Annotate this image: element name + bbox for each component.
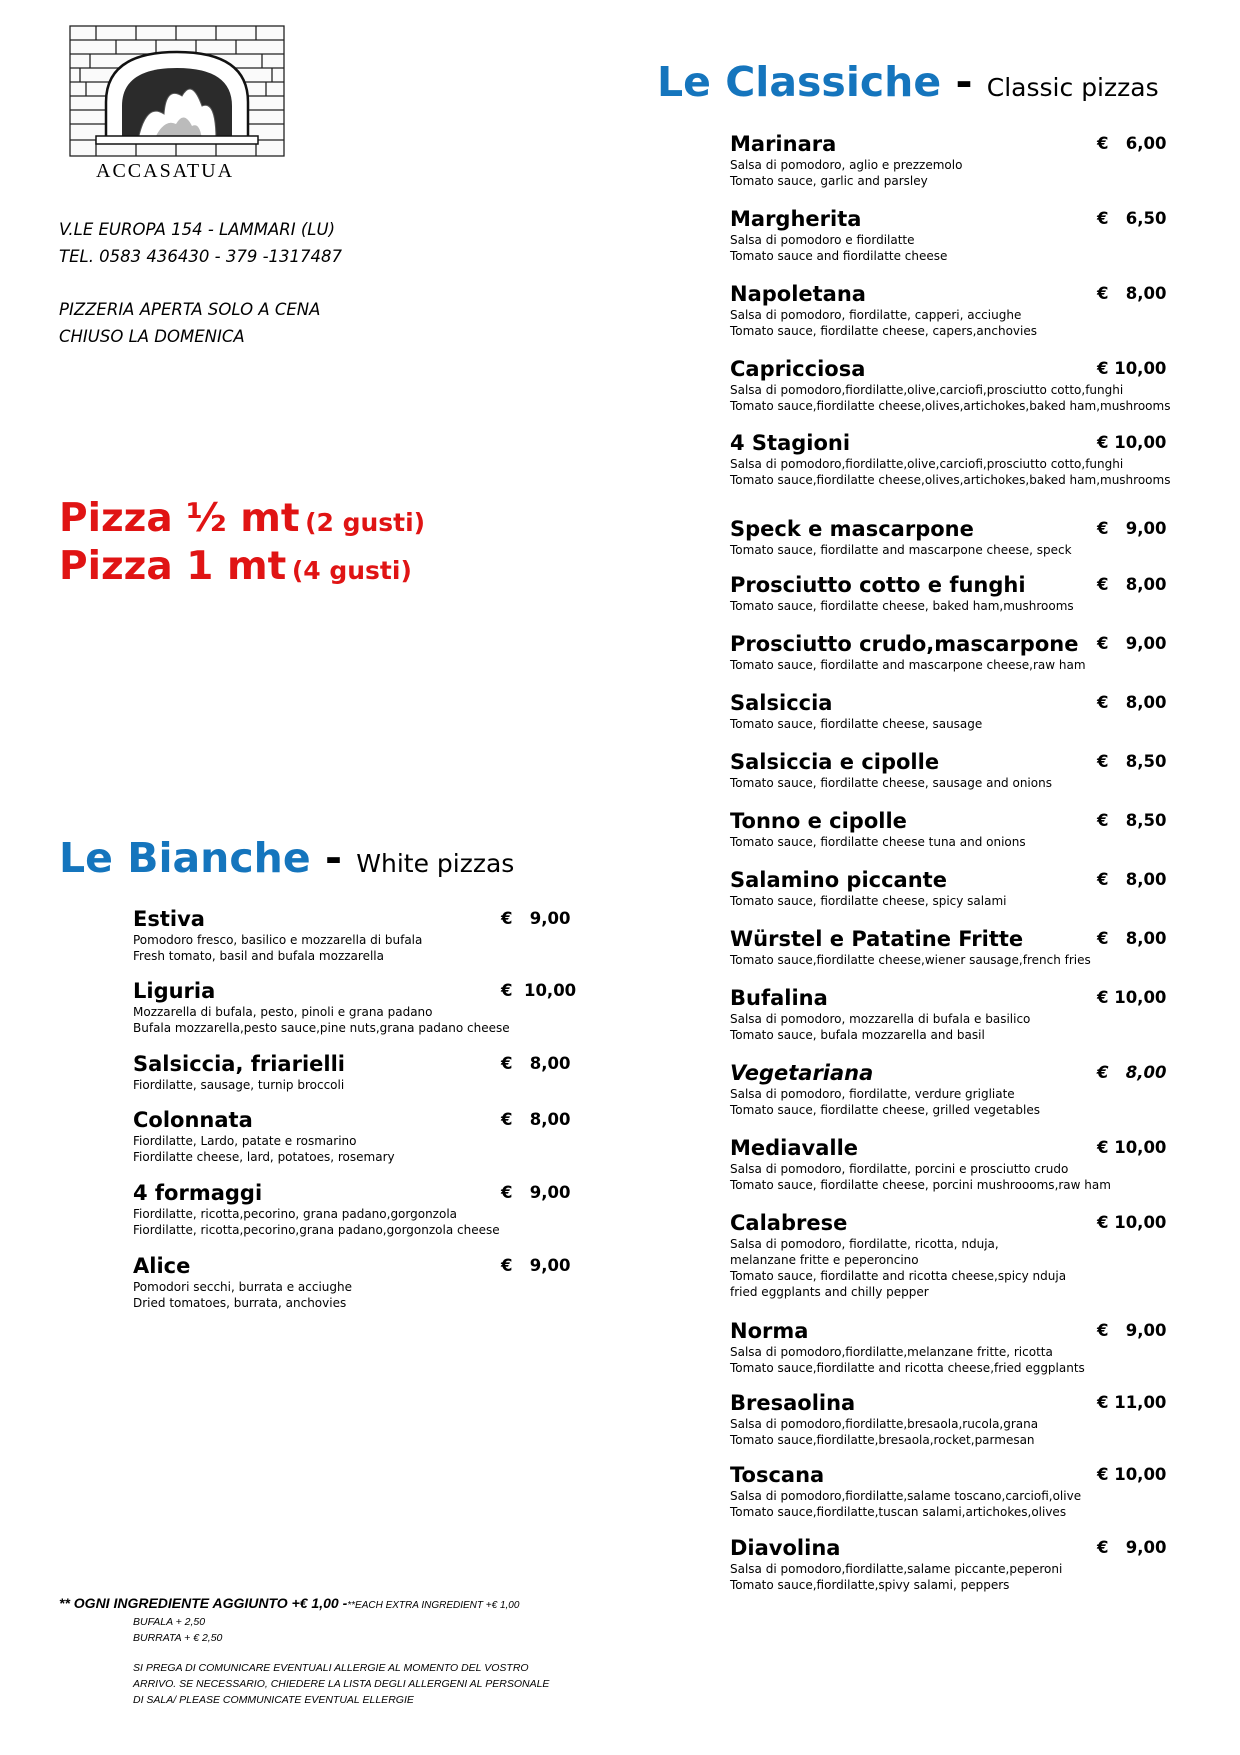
menu-item: [730, 867, 1167, 909]
item-price: € 8,00: [1097, 693, 1167, 712]
item-price: € 10,00: [1097, 1138, 1167, 1157]
item-desc: Fiordilatte, ricotta,pecorino,grana padano,gorgonzola cheese: [133, 1223, 500, 1237]
item-desc: Fiordilatte, sausage, turnip broccoli: [133, 1078, 345, 1092]
item-desc: Bufala mozzarella,pesto sauce,pine nuts,grana padano cheese: [133, 1021, 510, 1035]
item-name: Colonnata: [133, 1108, 253, 1132]
item-price: € 10,00: [501, 981, 577, 1000]
menu-item: [730, 131, 1167, 189]
item-price: € 8,00: [1097, 929, 1167, 948]
item-name: Mediavalle: [730, 1136, 859, 1160]
promo-half-meter-sub: (2 gusti): [305, 508, 426, 537]
item-name: Salsiccia: [730, 691, 833, 715]
item-name: Salamino piccante: [730, 868, 947, 892]
menu-item: [730, 430, 1170, 488]
item-desc: Tomato sauce, fiordilatte cheese, porcini mushroooms,raw ham: [730, 1178, 1111, 1192]
item-desc: Pomodori secchi, burrata e acciughe: [133, 1280, 353, 1294]
item-price: € 10,00: [1097, 988, 1167, 1007]
hours-line-1: PIZZERIA APERTA SOLO A CENA: [59, 300, 321, 319]
item-desc: Salsa di pomodoro e fiordilatte: [730, 233, 915, 247]
item-price: € 9,00: [1097, 1321, 1167, 1340]
item-desc: Salsa di pomodoro,fiordilatte,melanzane fritte, ricotta: [730, 1345, 1053, 1359]
item-name: Vegetariana: [730, 1061, 874, 1085]
item-desc: Salsa di pomodoro, fiordilatte, ricotta, nduja,: [730, 1237, 999, 1251]
allergy-line-2: ARRIVO. SE NECESSARIO, CHIEDERE LA LISTA DEGLI ALLERGENI AL PERSONALE: [133, 1678, 550, 1690]
item-desc: Tomato sauce,fiordilatte and ricotta cheese,fried eggplants: [730, 1361, 1085, 1375]
extra-ingredient-en: **EACH EXTRA INGREDIENT +€ 1,00: [347, 1600, 520, 1611]
item-desc: Fiordilatte, ricotta,pecorino, grana padano,gorgonzola: [133, 1207, 458, 1221]
item-desc: Tomato sauce,fiordilatte cheese,wiener sausage,french fries: [730, 953, 1091, 967]
menu-item: [730, 1390, 1167, 1448]
promo-one-meter-sub: (4 gusti): [291, 556, 412, 585]
opening-hours: [59, 296, 320, 350]
item-name: Salsiccia, friarielli: [133, 1052, 345, 1076]
menu-item: [133, 1180, 571, 1238]
item-price: € 8,00: [501, 1110, 571, 1129]
item-name: Napoletana: [730, 282, 866, 306]
footer-notes: [59, 1595, 619, 1708]
item-name: Alice: [133, 1254, 191, 1278]
item-name: Estiva: [133, 907, 205, 931]
item-desc: Fiordilatte cheese, lard, potatoes, rosemary: [133, 1150, 395, 1164]
item-price: € 8,00: [1097, 575, 1167, 594]
menu-item: [730, 281, 1167, 339]
item-price: € 6,50: [1097, 209, 1167, 228]
item-name: Margherita: [730, 207, 862, 231]
address: V.LE EUROPA 154 - LAMMARI (LU): [59, 220, 336, 239]
item-desc: Salsa di pomodoro, fiordilatte, verdure grigliate: [730, 1087, 1015, 1101]
item-price: € 9,00: [1097, 1538, 1167, 1557]
item-price: € 9,00: [501, 1183, 571, 1202]
item-desc: Tomato sauce, fiordilatte cheese, sausage: [730, 717, 983, 731]
item-name: Marinara: [730, 132, 837, 156]
menu-item: [730, 572, 1167, 614]
item-price: € 8,50: [1097, 811, 1167, 830]
menu-item: [730, 1462, 1167, 1520]
item-name: Prosciutto crudo,mascarpone: [730, 632, 1079, 656]
menu-item: [730, 926, 1167, 968]
extra-ingredient-it: ** OGNI INGREDIENTE AGGIUNTO +€ 1,00 -: [59, 1595, 348, 1611]
item-desc: fried eggplants and chilly pepper: [730, 1285, 929, 1299]
menu-item: [133, 1107, 571, 1165]
item-desc: Tomato sauce, fiordilatte cheese, capers,anchovies: [730, 324, 1037, 338]
item-desc: Salsa di pomodoro,fiordilatte,salame piccante,peperoni: [730, 1562, 1063, 1576]
menu-item: [730, 1060, 1167, 1118]
promo-half-meter: [59, 496, 425, 541]
item-desc: Salsa di pomodoro, mozzarella di bufala e basilico: [730, 1012, 1031, 1026]
bufala-extra: BUFALA + 2,50: [133, 1616, 206, 1628]
menu-item: [133, 906, 571, 964]
menu-item: [730, 1210, 1167, 1300]
contact-info: [59, 216, 342, 270]
item-desc: Tomato sauce, fiordilatte cheese, sausage and onions: [730, 776, 1052, 790]
item-price: € 6,00: [1097, 134, 1167, 153]
item-desc: Tomato sauce,fiordilatte cheese,olives,artichokes,baked ham,mushrooms: [730, 473, 1171, 487]
item-desc: Tomato sauce, garlic and parsley: [730, 174, 928, 188]
item-name: 4 formaggi: [133, 1181, 263, 1205]
item-price: € 11,00: [1097, 1393, 1167, 1412]
item-name: Speck e mascarpone: [730, 517, 974, 541]
item-name: Liguria: [133, 979, 216, 1003]
menu-item: [133, 1051, 571, 1093]
title-dash: -: [955, 58, 973, 106]
item-name: 4 Stagioni: [730, 431, 851, 455]
menu-item: [730, 749, 1167, 791]
menu-item: [730, 690, 1167, 732]
item-name: Calabrese: [730, 1211, 848, 1235]
allergy-line-1: SI PREGA DI COMUNICARE EVENTUALI ALLERGIE AL MOMENTO DEL VOSTRO: [133, 1662, 529, 1674]
promo-half-meter-main: Pizza ½ mt: [59, 496, 300, 541]
item-price: € 9,00: [1097, 634, 1167, 653]
menu-item: [133, 1253, 571, 1311]
item-name: Capricciosa: [730, 357, 866, 381]
item-name: Norma: [730, 1319, 809, 1343]
item-name: Bufalina: [730, 986, 828, 1010]
extras-list: [59, 1614, 619, 1708]
item-desc: Tomato sauce,fiordilatte,bresaola,rocket,parmesan: [730, 1433, 1035, 1447]
spacer: [133, 1646, 619, 1660]
item-name: Bresaolina: [730, 1391, 856, 1415]
item-desc: Pomodoro fresco, basilico e mozzarella di bufala: [133, 933, 423, 947]
item-name: Würstel e Patatine Fritte: [730, 927, 1024, 951]
logo-name: ACCASATUA: [96, 160, 235, 182]
item-price: € 10,00: [1097, 1465, 1167, 1484]
item-desc: Tomato sauce, fiordilatte and mascarpone cheese,raw ham: [730, 658, 1086, 672]
item-desc: Tomato sauce, bufala mozzarella and basil: [730, 1028, 985, 1042]
item-desc: Tomato sauce and fiordilatte cheese: [730, 249, 948, 263]
menu-item: [730, 1535, 1167, 1593]
menu-item: [730, 808, 1167, 850]
promo-one-meter-main: Pizza 1 mt: [59, 544, 287, 589]
item-price: € 9,00: [501, 909, 571, 928]
promo-one-meter: [59, 544, 412, 589]
phone: TEL. 0583 436430 - 379 -1317487: [59, 247, 343, 266]
item-name: Tonno e cipolle: [730, 809, 907, 833]
item-name: Diavolina: [730, 1536, 841, 1560]
allergy-line-3: DI SALA/ PLEASE COMMUNICATE EVENTUAL ELLERGIE: [133, 1694, 414, 1706]
item-desc: Salsa di pomodoro, fiordilatte, capperi, acciughe: [730, 308, 1022, 322]
item-price: € 9,00: [501, 1256, 571, 1275]
item-desc: Tomato sauce, fiordilatte cheese, grilled vegetables: [730, 1103, 1040, 1117]
item-desc: Salsa di pomodoro, aglio e prezzemolo: [730, 158, 963, 172]
menu-item: [730, 1135, 1167, 1193]
item-desc: Fresh tomato, basil and bufala mozzarella: [133, 949, 384, 963]
bianche-subtitle: White pizzas: [356, 849, 515, 878]
menu-item: [730, 985, 1167, 1043]
section-title-bianche: [59, 834, 514, 882]
menu-item: [730, 516, 1167, 558]
item-desc: Tomato sauce, fiordilatte cheese tuna and onions: [730, 835, 1026, 849]
title-dash: -: [324, 834, 342, 882]
item-desc: melanzane fritte e peperoncino: [730, 1253, 919, 1267]
item-price: € 8,50: [1097, 752, 1167, 771]
item-name: Toscana: [730, 1463, 825, 1487]
item-desc: Tomato sauce, fiordilatte and ricotta cheese,spicy nduja: [730, 1269, 1067, 1283]
logo: [66, 22, 288, 182]
menu-item: [730, 1318, 1167, 1376]
item-desc: Salsa di pomodoro, fiordilatte, porcini e prosciutto crudo: [730, 1162, 1069, 1176]
menu-item: [133, 978, 577, 1036]
item-desc: Mozzarella di bufala, pesto, pinoli e grana padano: [133, 1005, 433, 1019]
item-desc: Dried tomatoes, burrata, anchovies: [133, 1296, 347, 1310]
item-desc: Salsa di pomodoro,fiordilatte,olive,carciofi,prosciutto cotto,funghi: [730, 457, 1124, 471]
burrata-extra: BURRATA + € 2,50: [133, 1632, 223, 1644]
item-desc: Tomato sauce, fiordilatte cheese, spicy salami: [730, 894, 1007, 908]
extra-ingredient-note: [59, 1595, 619, 1614]
item-desc: Fiordilatte, Lardo, patate e rosmarino: [133, 1134, 357, 1148]
brick-oven-icon: [66, 22, 288, 162]
item-price: € 10,00: [1097, 1213, 1167, 1232]
item-price: € 8,00: [1097, 870, 1167, 889]
menu-item: [730, 631, 1167, 673]
item-price: € 8,00: [1097, 284, 1167, 303]
item-desc: Tomato sauce,fiordilatte,spivy salami, peppers: [730, 1578, 1010, 1592]
item-desc: Salsa di pomodoro,fiordilatte,bresaola,rucola,grana: [730, 1417, 1039, 1431]
item-desc: Tomato sauce, fiordilatte and mascarpone cheese, speck: [730, 543, 1072, 557]
bianche-title: Le Bianche: [59, 834, 311, 882]
classiche-subtitle: Classic pizzas: [986, 73, 1159, 102]
item-desc: Salsa di pomodoro,fiordilatte,olive,carciofi,prosciutto cotto,funghi: [730, 383, 1124, 397]
menu-item: [730, 206, 1167, 264]
classiche-title: Le Classiche: [657, 58, 942, 106]
item-price: € 9,00: [1097, 519, 1167, 538]
menu-item: [730, 356, 1170, 414]
section-title-classiche: [657, 58, 1159, 106]
item-desc: Tomato sauce, fiordilatte cheese, baked ham,mushrooms: [730, 599, 1074, 613]
item-desc: Salsa di pomodoro,fiordilatte,salame toscano,carciofi,olive: [730, 1489, 1082, 1503]
item-desc: Tomato sauce,fiordilatte,tuscan salami,artichokes,olives: [730, 1505, 1067, 1519]
item-name: Salsiccia e cipolle: [730, 750, 940, 774]
item-desc: Tomato sauce,fiordilatte cheese,olives,artichokes,baked ham,mushrooms: [730, 399, 1171, 413]
item-price: € 10,00: [1097, 359, 1167, 378]
item-name: Prosciutto cotto e funghi: [730, 573, 1026, 597]
item-price: € 8,00: [1097, 1063, 1167, 1082]
hours-line-2: CHIUSO LA DOMENICA: [59, 327, 245, 346]
item-price: € 10,00: [1097, 433, 1167, 452]
item-price: € 8,00: [501, 1054, 571, 1073]
